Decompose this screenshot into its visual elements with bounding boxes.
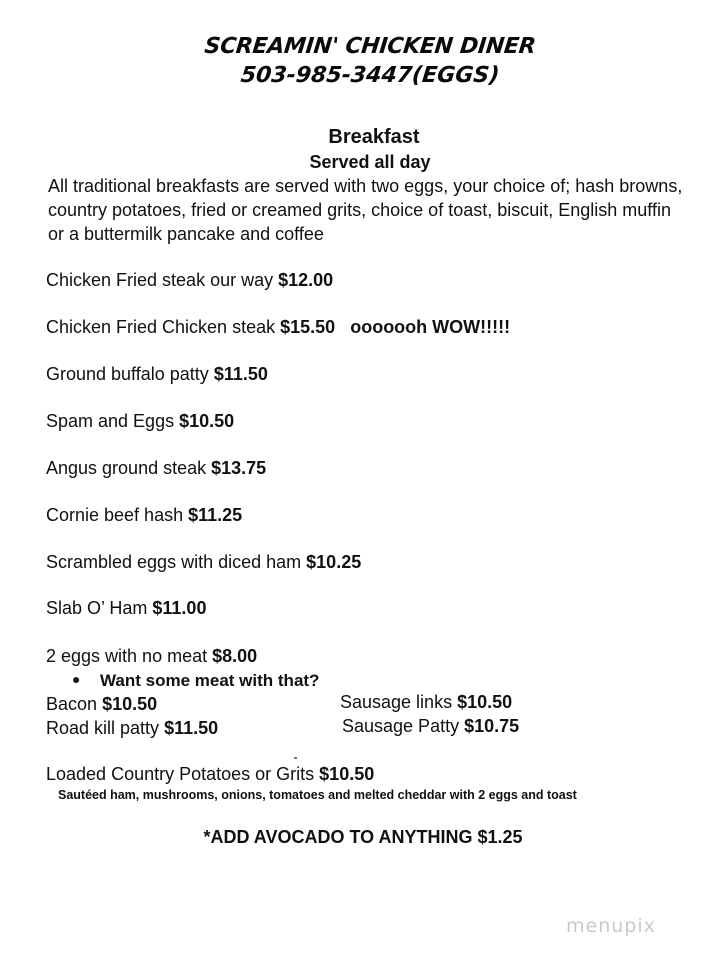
option-price: $11.50 — [164, 718, 219, 738]
item-price: $11.00 — [152, 598, 207, 618]
meat-option — [340, 692, 512, 713]
menu-item — [46, 364, 268, 385]
item-name: 2 eggs with no meat — [46, 646, 208, 666]
item-price: $10.50 — [319, 764, 375, 784]
option-name: Bacon — [46, 694, 98, 714]
option-name: Road kill patty — [46, 718, 160, 738]
restaurant-name: SCREAMIN' CHICKEN DINER — [203, 34, 537, 59]
item-name: Angus ground steak — [46, 458, 207, 478]
menu-item — [46, 411, 234, 432]
item-name: Scrambled eggs with diced ham — [46, 552, 302, 572]
scan-speck — [294, 757, 297, 759]
section-title: Breakfast — [328, 126, 420, 148]
item-name: Chicken Fried Chicken steak — [46, 317, 276, 337]
loaded-item — [46, 764, 374, 785]
option-price: $10.75 — [464, 716, 520, 736]
meat-prompt — [72, 671, 319, 691]
meat-option — [46, 694, 157, 715]
menu-item — [46, 598, 206, 619]
item-price: $11.25 — [188, 505, 243, 525]
meat-option — [342, 716, 519, 737]
avocado-note: *ADD AVOCADO TO ANYTHING $1.25 — [203, 827, 523, 847]
item-name: Loaded Country Potatoes or Grits — [46, 764, 315, 784]
item-price: $15.50 — [280, 317, 336, 337]
item-name: Chicken Fried steak our way — [46, 270, 274, 290]
item-price: $12.00 — [278, 270, 334, 290]
item-name: Cornie beef hash — [46, 505, 184, 525]
section-subtitle: Served all day — [309, 152, 431, 172]
item-price: $11.50 — [213, 364, 268, 384]
menu-item — [46, 505, 242, 526]
option-price: $10.50 — [457, 692, 513, 712]
menu-item — [46, 317, 510, 338]
item-price: $13.75 — [211, 458, 267, 478]
item-note: ooooooh WOW!!!!! — [350, 317, 511, 337]
option-price: $10.50 — [102, 694, 158, 714]
meat-option — [46, 718, 218, 739]
section-intro: All traditional breakfasts are served with two eggs, your choice of; hash browns, country potatoes, fried or creamed grits, choice of toast, biscuit, English muffin or a buttermilk pancake and coffee — [48, 176, 683, 244]
menu-item — [46, 646, 257, 667]
menu-item — [46, 458, 266, 479]
watermark-logo: menupix — [566, 915, 656, 937]
restaurant-phone: 503-985-3447(EGGS) — [239, 63, 501, 88]
option-name: Sausage links — [340, 692, 453, 712]
item-price: $10.25 — [306, 552, 362, 572]
option-name: Sausage Patty — [342, 716, 460, 736]
loaded-description: Sautéed ham, mushrooms, onions, tomatoes and melted cheddar with 2 eggs and toast — [58, 788, 577, 802]
menu-item — [46, 552, 361, 573]
meat-prompt-text: Want some meat with that? — [100, 671, 320, 690]
item-name: Ground buffalo patty — [46, 364, 209, 384]
menu-item — [46, 270, 333, 291]
item-price: $10.50 — [179, 411, 235, 431]
bullet-icon: ● — [72, 671, 81, 687]
item-name: Spam and Eggs — [46, 411, 175, 431]
item-price: $8.00 — [212, 646, 258, 666]
restaurant-header — [0, 34, 720, 88]
item-name: Slab O’ Ham — [46, 598, 148, 618]
